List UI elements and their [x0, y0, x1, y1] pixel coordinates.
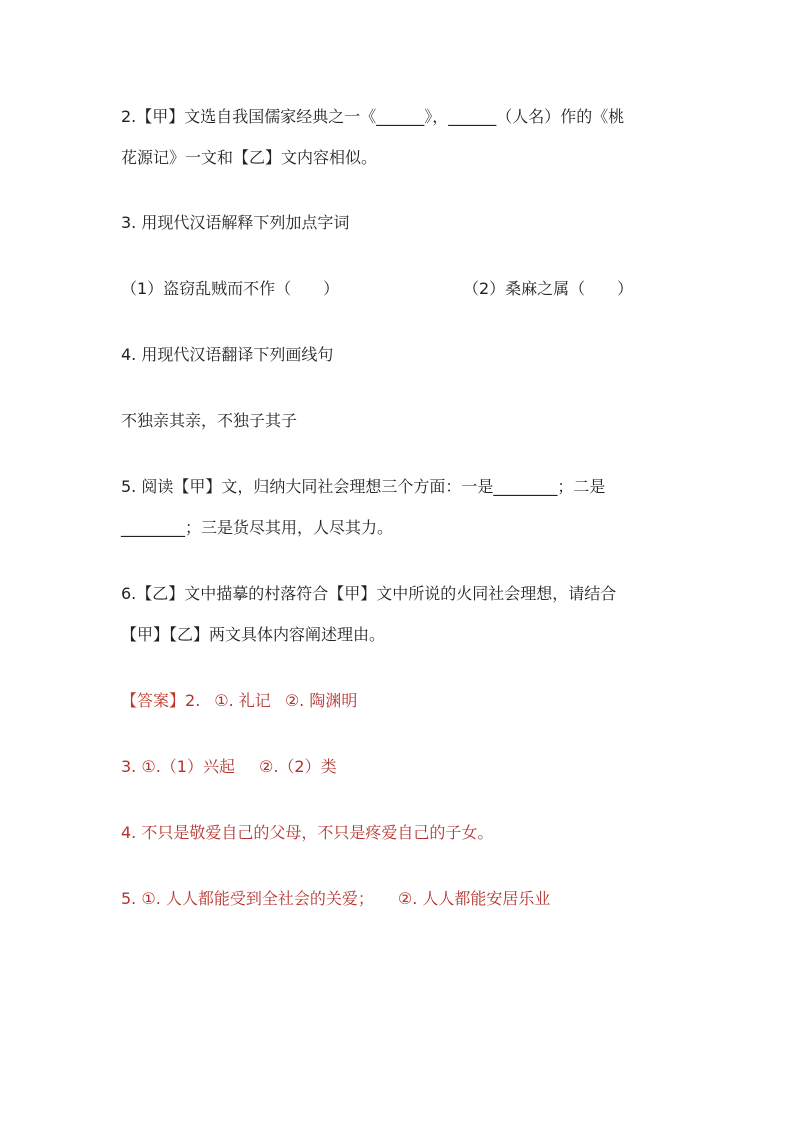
answer-2-number: 2.: [185, 691, 201, 710]
question-3-item-1: （1）盗窃乱贼而不作（ ）: [121, 279, 340, 298]
question-3-title: 3. 用现代汉语解释下列加点字词: [121, 213, 350, 232]
answer-3-part-1: 3. ①.（1）兴起: [121, 757, 235, 776]
question-2-line-2: 花源记》一文和【乙】文内容相似。: [121, 148, 378, 167]
question-5-line-1: 5. 阅读【甲】文，归纳大同社会理想三个方面：一是________；二是: [121, 477, 606, 496]
question-5-line-2: ________；三是货尽其用，人尽其力。: [121, 518, 394, 537]
answer-5-part-2: ②. 人人都能安居乐业: [397, 889, 551, 908]
question-3-items: [121, 278, 681, 300]
answer-2-part-2: ②. 陶渊明: [284, 691, 358, 710]
answer-2: [121, 690, 681, 712]
question-4-sentence: 不独亲其亲，不独子其子: [121, 411, 298, 430]
answer-3-part-2: ②.（2）类: [258, 757, 337, 776]
answer-2-part-1: ①. 礼记: [214, 691, 271, 710]
question-3-item-2: （2）桑麻之属（ ）: [463, 279, 634, 298]
answer-5-part-1: 5. ①. 人人都能受到全社会的关爱；: [121, 889, 374, 908]
answer-tag: 【答案】: [121, 691, 186, 710]
answer-5: [121, 888, 681, 910]
question-6-line-2: 【甲】【乙】两文具体内容阐述理由。: [121, 625, 386, 644]
question-4-title: 4. 用现代汉语翻译下列画线句: [121, 345, 334, 364]
question-2-line-1: 2.【甲】文选自我国儒家经典之一《______》，______（人名）作的《桃: [121, 107, 625, 126]
question-6-line-1: 6.【乙】文中描摹的村落符合【甲】文中所说的火同社会理想，请结合: [121, 584, 617, 603]
answer-3: [121, 756, 681, 778]
answer-4: 4. 不只是敬爱自己的父母，不只是疼爱自己的子女。: [121, 823, 494, 842]
